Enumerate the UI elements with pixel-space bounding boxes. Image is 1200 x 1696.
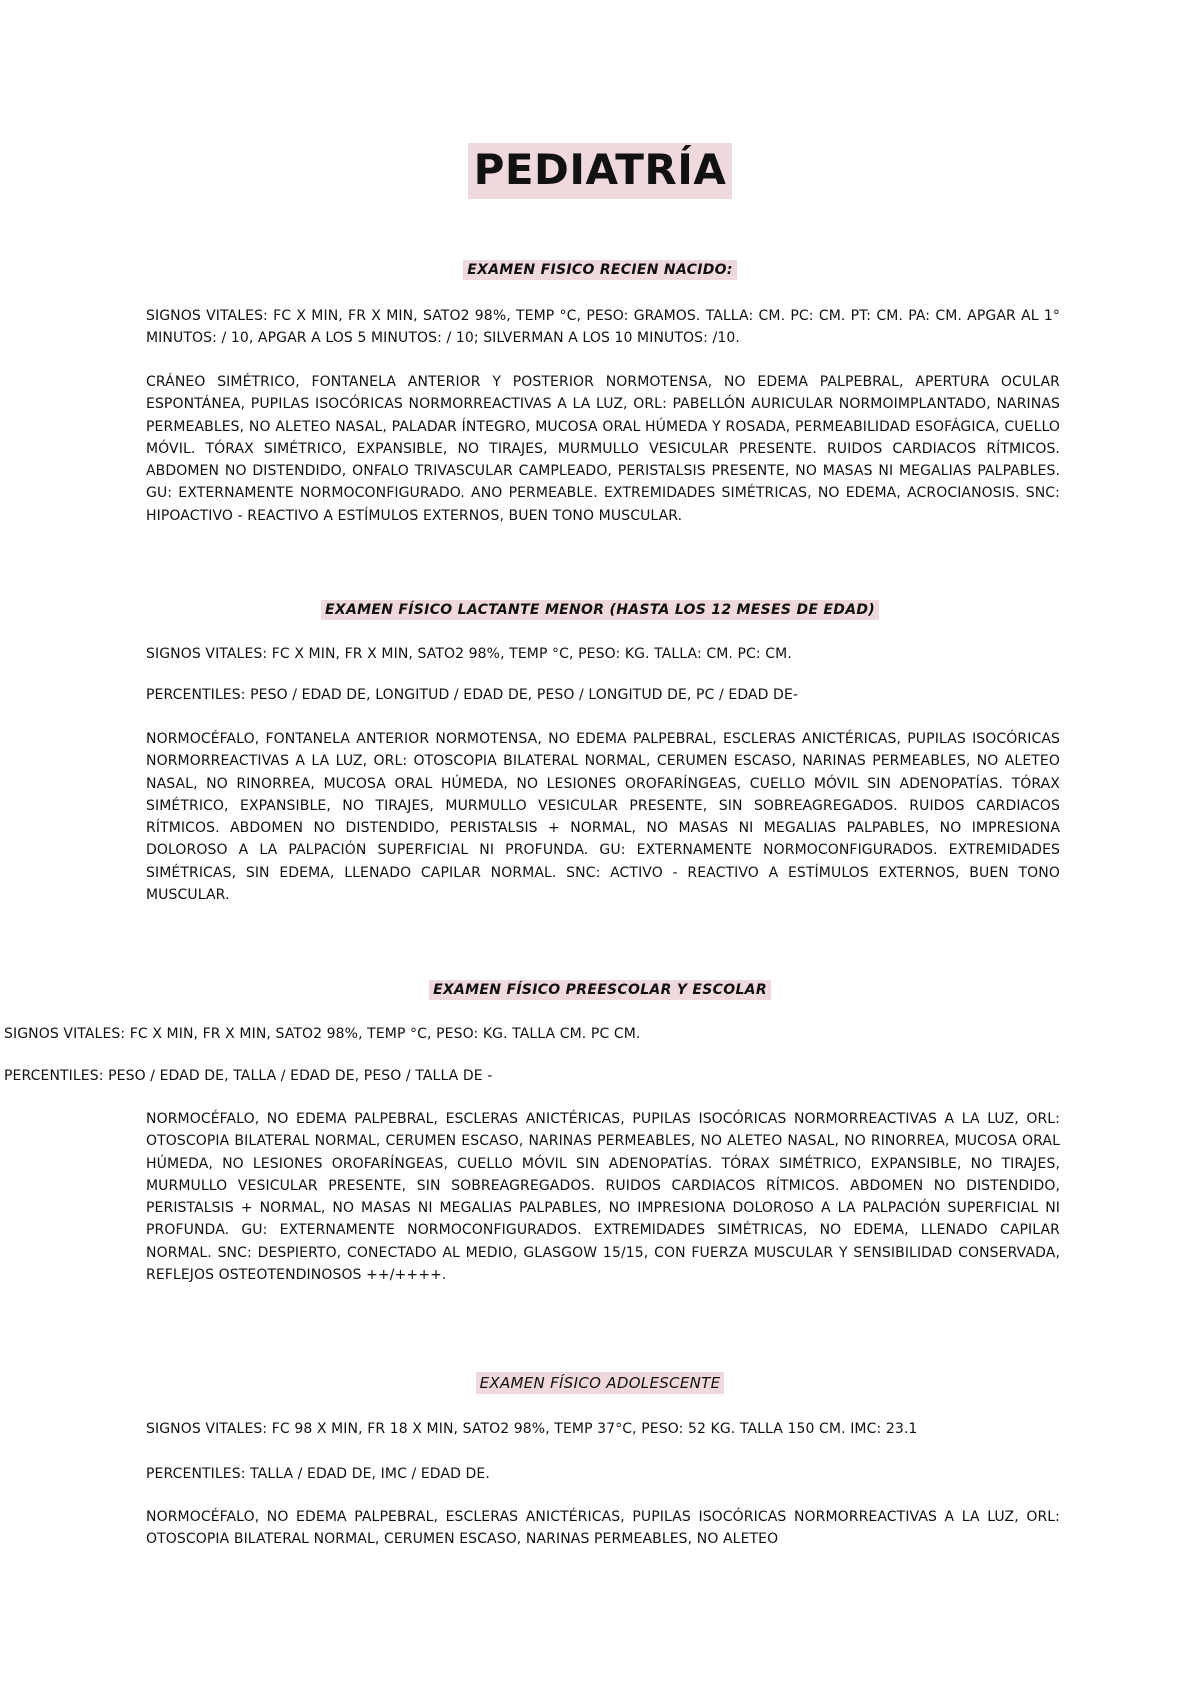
- section-heading-newborn: [0, 259, 1200, 280]
- adolescent-vitals: SIGNOS VITALES: FC 98 X MIN, FR 18 X MIN, SATO2 98%, TEMP 37°C, PESO: 52 KG. TALLA 150 CM. IMC: 23.1: [146, 1421, 918, 1437]
- section-heading-preschool: [0, 979, 1200, 1000]
- newborn-exam: CRÁNEO SIMÉTRICO, FONTANELA ANTERIOR Y POSTERIOR NORMOTENSA, NO EDEMA PALPEBRAL, APERTURA OCULAR ESPONTÁNEA, PUPILAS ISOCÓRICAS NORMORREACTIVAS A LA LUZ, ORL: PABELLÓN AURICULAR NORMOIMPLANTADO, NARINAS PERMEABLES, NO ALETEO NASAL, PALADAR ÍNTEGRO, MUCOSA ORAL HÚMEDA Y ROSADA, PERMEABILIDAD ESOFÁGICA, CUELLO MÓVIL. TÓRAX SIMÉTRICO, EXPANSIBLE, NO TIRAJES, MURMULLO VESICULAR PRESENTE. RUIDOS CARDIACOS RÍTMICOS. ABDOMEN NO DISTENDIDO, ONFALO TRIVASCULAR CAMPLEADO, PERISTALSIS PRESENTE, NO MASAS NI MEGALIAS PALPABLES. GU: EXTERNAMENTE NORMOCONFIGURADO. ANO PERMEABLE. EXTREMIDADES SIMÉTRICAS, NO EDEMA, ACROCIANOSIS. SNC: HIPOACTIVO - REACTIVO A ESTÍMULOS EXTERNOS, BUEN TONO MUSCULAR.: [146, 374, 1060, 524]
- title-container: [0, 143, 1200, 199]
- section-heading-text: EXAMEN FÍSICO ADOLESCENTE: [476, 1372, 725, 1394]
- infant-vitals: SIGNOS VITALES: FC X MIN, FR X MIN, SATO2 98%, TEMP °C, PESO: KG. TALLA: CM. PC: CM.: [146, 646, 792, 662]
- adolescent-exam: NORMOCÉFALO, NO EDEMA PALPEBRAL, ESCLERAS ANICTÉRICAS, PUPILAS ISOCÓRICAS NORMORREACTIVAS A LA LUZ, ORL: OTOSCOPIA BILATERAL NORMAL, CERUMEN ESCASO, NARINAS PERMEABLES, NO ALETEO: [146, 1509, 1060, 1548]
- infant-exam: NORMOCÉFALO, FONTANELA ANTERIOR NORMOTENSA, NO EDEMA PALPEBRAL, ESCLERAS ANICTÉRICAS, PUPILAS ISOCÓRICAS NORMORREACTIVAS A LA LUZ, ORL: OTOSCOPIA BILATERAL NORMAL, CERUMEN ESCASO, NARINAS PERMEABLES, NO ALETEO NASAL, NO RINORREA, MUCOSA ORAL HÚMEDA, NO LESIONES OROFARÍNGEAS, CUELLO MÓVIL SIN ADENOPATÍAS. TÓRAX SIMÉTRICO, EXPANSIBLE, NO TIRAJES, MURMULLO VESICULAR PRESENTE, SIN SOBREAGREGADOS. RUIDOS CARDIACOS RÍTMICOS. ABDOMEN NO DISTENDIDO, PERISTALSIS + NORMAL, NO MASAS NI MEGALIAS PALPABLES, NO IMPRESIONA DOLOROSO A LA PALPACIÓN SUPERFICIAL NI PROFUNDA. GU: EXTERNAMENTE NORMOCONFIGURADOS. EXTREMIDADES SIMÉTRICAS, SIN EDEMA, LLENADO CAPILAR NORMAL. SNC: ACTIVO - REACTIVO A ESTÍMULOS EXTERNOS, BUEN TONO MUSCULAR.: [146, 731, 1060, 904]
- preschool-vitals: SIGNOS VITALES: FC X MIN, FR X MIN, SATO2 98%, TEMP °C, PESO: KG. TALLA CM. PC CM.: [4, 1026, 641, 1042]
- preschool-exam: NORMOCÉFALO, NO EDEMA PALPEBRAL, ESCLERAS ANICTÉRICAS, PUPILAS ISOCÓRICAS NORMORREACTIVAS A LA LUZ, ORL: OTOSCOPIA BILATERAL NORMAL, CERUMEN ESCASO, NARINAS PERMEABLES, NO ALETEO NASAL, NO RINORREA, MUCOSA ORAL HÚMEDA, NO LESIONES OROFARÍNGEAS, CUELLO MÓVIL SIN ADENOPATÍAS. TÓRAX SIMÉTRICO, EXPANSIBLE, NO TIRAJES, MURMULLO VESICULAR PRESENTE, SIN SOBREAGREGADOS. RUIDOS CARDIACOS RÍTMICOS. ABDOMEN NO DISTENDIDO, PERISTALSIS + NORMAL, NO MASAS NI MEGALIAS PALPABLES, NO IMPRESIONA DOLOROSO A LA PALPACIÓN SUPERFICIAL NI PROFUNDA. GU: EXTERNAMENTE NORMOCONFIGURADOS. EXTREMIDADES SIMÉTRICAS, NO EDEMA, LLENADO CAPILAR NORMAL. SNC: DESPIERTO, CONECTADO AL MEDIO, GLASGOW 15/15, CON FUERZA MUSCULAR Y SENSIBILIDAD CONSERVADA, REFLEJOS OSTEOTENDINOSOS ++/++++.: [146, 1111, 1060, 1284]
- page-title: PEDIATRÍA: [468, 143, 733, 199]
- section-heading-text: EXAMEN FÍSICO PREESCOLAR Y ESCOLAR: [429, 980, 771, 1000]
- section-heading-text: EXAMEN FISICO RECIEN NACIDO:: [463, 260, 737, 280]
- section-heading-adolescent: [0, 1372, 1200, 1394]
- preschool-percentiles: PERCENTILES: PESO / EDAD DE, TALLA / EDAD DE, PESO / TALLA DE -: [4, 1068, 493, 1084]
- section-heading-text: EXAMEN FÍSICO LACTANTE MENOR (HASTA LOS 12 MESES DE EDAD): [321, 600, 879, 620]
- infant-percentiles: PERCENTILES: PESO / EDAD DE, LONGITUD / EDAD DE, PESO / LONGITUD DE, PC / EDAD DE-: [146, 687, 799, 703]
- adolescent-percentiles: PERCENTILES: TALLA / EDAD DE, IMC / EDAD DE.: [146, 1466, 490, 1482]
- newborn-vitals: SIGNOS VITALES: FC X MIN, FR X MIN, SATO2 98%, TEMP °C, PESO: GRAMOS. TALLA: CM. PC: CM. PT: CM. PA: CM. APGAR AL 1° MINUTOS: / 10, APGAR A LOS 5 MINUTOS: / 10; SILVERMAN A LOS 10 MINUTOS: /10.: [146, 308, 1060, 347]
- section-heading-infant: [0, 599, 1200, 620]
